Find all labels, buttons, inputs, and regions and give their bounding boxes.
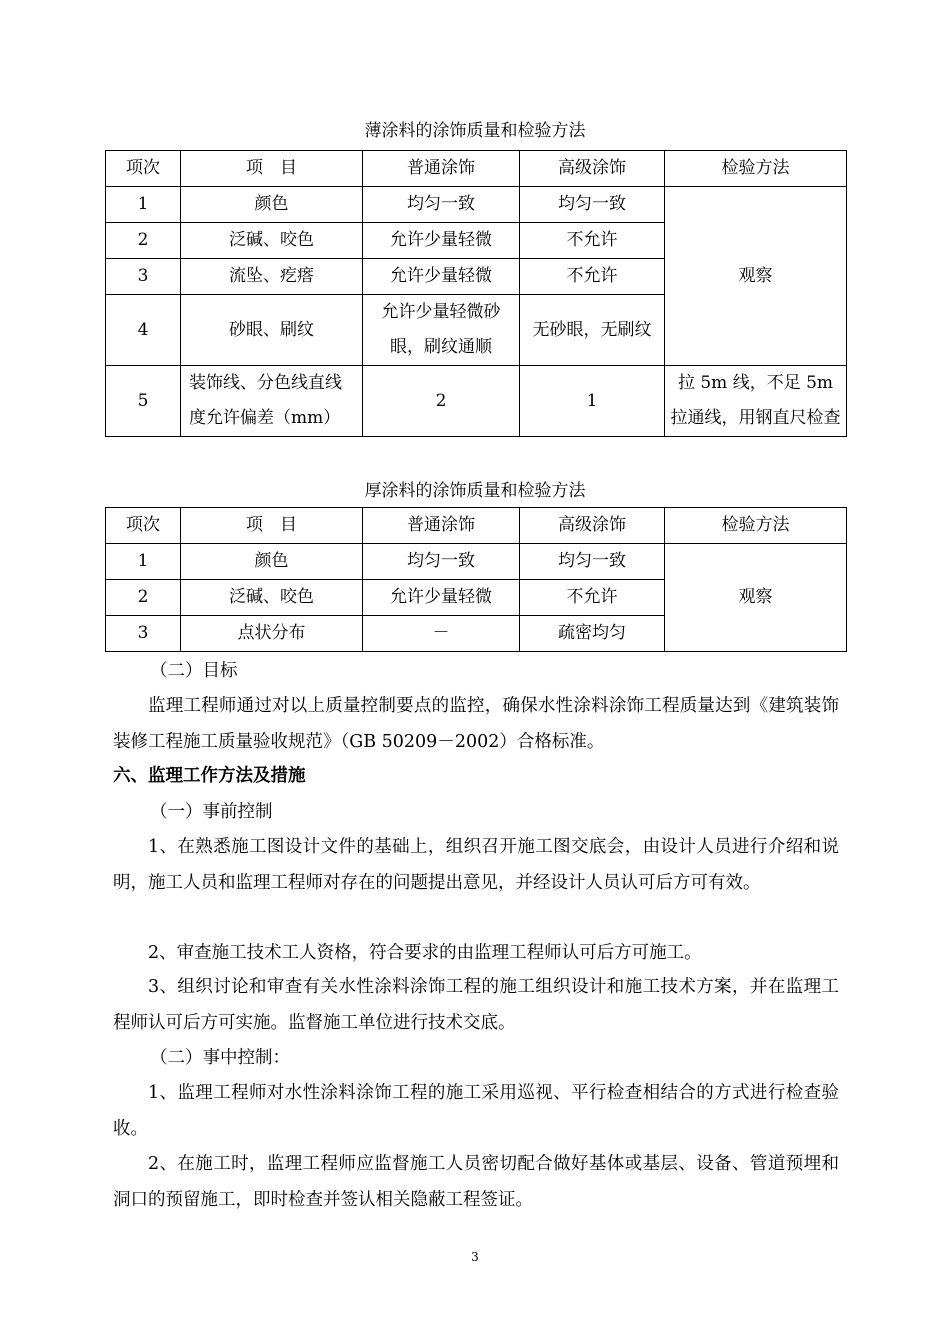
mid-control-item-1: 1、监理工程师对水性涂料涂饰工程的施工采用巡视、平行检查相结合的方式进行检查验收。 bbox=[113, 1083, 839, 1139]
header-cell: 普通涂饰 bbox=[363, 508, 520, 544]
table-cell: 5 bbox=[106, 366, 181, 437]
header-cell: 项次 bbox=[106, 508, 181, 544]
table-cell: 2 bbox=[106, 223, 181, 259]
section-6-heading: 六、监理工作方法及措施 bbox=[113, 766, 306, 786]
table-cell: 允许少量轻微 bbox=[363, 259, 520, 295]
table-cell: 不允许 bbox=[520, 580, 665, 616]
header-cell: 检验方法 bbox=[665, 151, 847, 187]
table-cell: 流坠、疙瘩 bbox=[181, 259, 363, 295]
thin-coating-quality-table bbox=[105, 150, 847, 437]
header-cell: 项 目 bbox=[181, 508, 363, 544]
thick-coating-quality-table bbox=[105, 507, 847, 652]
table-cell: 4 bbox=[106, 295, 181, 366]
header-cell: 项次 bbox=[106, 151, 181, 187]
mid-control-heading: （二）事中控制： bbox=[150, 1048, 290, 1068]
pre-control-item-3: 3、组织讨论和审查有关水性涂料涂饰工程的施工组织设计和施工技术方案，并在监理工程师认可后方可实施。监督施工单位进行技术交底。 bbox=[113, 977, 839, 1033]
header-cell: 高级涂饰 bbox=[520, 508, 665, 544]
table-cell: 均匀一致 bbox=[520, 544, 665, 580]
header-cell: 检验方法 bbox=[665, 508, 847, 544]
table-cell: 允许少量轻微 bbox=[363, 223, 520, 259]
table-cell: 均匀一致 bbox=[520, 187, 665, 223]
table-cell: － bbox=[363, 616, 520, 652]
target-paragraph: 监理工程师通过对以上质量控制要点的监控，确保水性涂料涂饰工程质量达到《建筑装饰装修工程施工质量验收规范》（GB 50209－2002）合格标准。 bbox=[113, 696, 839, 752]
table-cell: 颜色 bbox=[181, 187, 363, 223]
table-row bbox=[106, 544, 847, 580]
table-cell: 允许少量轻微砂眼，刷纹通顺 bbox=[363, 295, 520, 366]
table-cell: 1 bbox=[520, 366, 665, 437]
table-cell: 泛碱、咬色 bbox=[181, 223, 363, 259]
table-cell: 颜色 bbox=[181, 544, 363, 580]
table-cell: 均匀一致 bbox=[363, 187, 520, 223]
pre-control-heading: （一）事前控制 bbox=[150, 802, 273, 822]
mid-control-item-2: 2、在施工时，监理工程师应监督施工人员密切配合做好基体或基层、设备、管道预埋和洞口的预留施工，即时检查并签认相关隐蔽工程签证。 bbox=[113, 1154, 839, 1210]
table-header-row bbox=[106, 508, 847, 544]
method-cell: 观察 bbox=[665, 544, 847, 652]
method-cell: 拉 5m 线，不足 5m 拉通线，用钢直尺检查 bbox=[665, 366, 847, 437]
table-cell: 点状分布 bbox=[181, 616, 363, 652]
pre-control-item-2: 2、审查施工技术工人资格，符合要求的由监理工程师认可后方可施工。 bbox=[148, 943, 702, 963]
table-cell: 不允许 bbox=[520, 223, 665, 259]
table-cell: 允许少量轻微 bbox=[363, 580, 520, 616]
method-cell: 观察 bbox=[665, 187, 847, 366]
table-cell: 1 bbox=[106, 544, 181, 580]
header-cell: 项 目 bbox=[181, 151, 363, 187]
table-cell: 均匀一致 bbox=[363, 544, 520, 580]
pre-control-item-1: 1、在熟悉施工图设计文件的基础上，组织召开施工图交底会，由设计人员进行介绍和说明，施工人员和监理工程师对存在的问题提出意见，并经设计人员认可后方可有效。 bbox=[113, 837, 839, 893]
table-row bbox=[106, 187, 847, 223]
table-cell: 1 bbox=[106, 187, 181, 223]
table-cell: 3 bbox=[106, 616, 181, 652]
table-row bbox=[106, 366, 847, 437]
table-cell: 疏密均匀 bbox=[520, 616, 665, 652]
table-cell: 2 bbox=[363, 366, 520, 437]
header-cell: 普通涂饰 bbox=[363, 151, 520, 187]
table-cell: 装饰线、分色线直线度允许偏差（mm） bbox=[181, 366, 363, 437]
table-cell: 2 bbox=[106, 580, 181, 616]
table1-caption: 薄涂料的涂饰质量和检验方法 bbox=[364, 121, 586, 141]
page-number: 3 bbox=[471, 1250, 479, 1264]
table-cell: 不允许 bbox=[520, 259, 665, 295]
header-cell: 高级涂饰 bbox=[520, 151, 665, 187]
table-cell: 3 bbox=[106, 259, 181, 295]
table-cell: 砂眼、刷纹 bbox=[181, 295, 363, 366]
table-cell: 泛碱、咬色 bbox=[181, 580, 363, 616]
table-header-row bbox=[106, 151, 847, 187]
target-heading: （二）目标 bbox=[150, 661, 238, 681]
table2-caption: 厚涂料的涂饰质量和检验方法 bbox=[364, 481, 586, 501]
table-cell: 无砂眼，无刷纹 bbox=[520, 295, 665, 366]
